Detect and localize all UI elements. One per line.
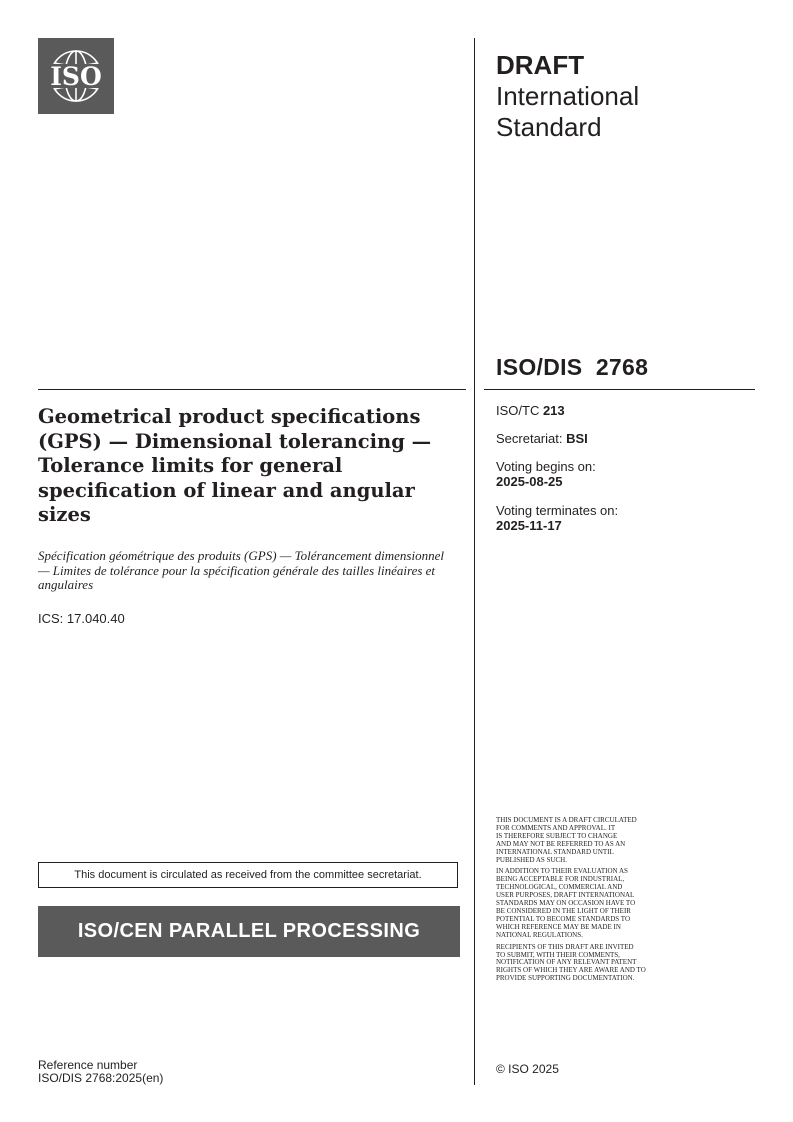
secretariat-value: BSI	[566, 431, 588, 446]
reference-number	[38, 1059, 163, 1085]
voting-begins-label: Voting begins on:	[496, 459, 596, 474]
voting-terminates-label: Voting terminates on:	[496, 503, 619, 518]
iso-logo	[38, 38, 114, 114]
tc-value: 213	[542, 403, 565, 418]
circulated-note: This document is circulated as received from the committee secretariat.	[38, 862, 458, 888]
disclaimer-paragraph: THIS DOCUMENT IS A DRAFT CIRCULATED FOR COMMENTS AND APPROVAL. IT IS THEREFORE SUBJECT TO CHANGE AND MAY NOT BE REFERRED TO AS AN INTERNATIONAL STANDARD UNTIL PUBLISHED AS SUCH.	[496, 816, 637, 864]
voting-begins-date: 2025-08-25	[496, 473, 563, 489]
doc-type-line: DRAFT	[496, 50, 585, 80]
secretariat	[496, 432, 588, 447]
french-title: Spécification géométrique des produits (GPS) — Tolérancement dimensionnel — Limites de tolérance pour la spécification générale des tailles linéaires et angulaires	[38, 548, 444, 592]
english-title: Geometrical product specifications (GPS) — Dimensional tolerancing — Tolerance limits for general specification of linear and angular sizes	[38, 405, 432, 526]
logo-text: ISO	[50, 62, 102, 91]
voting-terminates	[496, 504, 618, 533]
voting-terminates-date: 2025-11-17	[496, 517, 562, 533]
left-rule	[38, 389, 466, 390]
document-number: ISO/DIS 2768	[496, 354, 649, 380]
doc-type-line: Standard	[496, 112, 602, 142]
draft-disclaimer	[496, 817, 711, 987]
right-rule	[484, 389, 755, 390]
technical-committee	[496, 404, 565, 419]
doc-type-line: International	[496, 81, 640, 111]
copyright: © ISO 2025	[496, 1062, 559, 1076]
disclaimer-paragraph: RECIPIENTS OF THIS DRAFT ARE INVITED TO SUBMIT, WITH THEIR COMMENTS, NOTIFICATION OF ANY RELEVANT PATENT RIGHTS OF WHICH THEY ARE AWARE AND TO PROVIDE SUPPORTING DOCUMENTATION.	[496, 942, 646, 983]
voting-begins	[496, 460, 596, 489]
secretariat-label: Secretariat:	[496, 431, 567, 446]
tc-label: ISO/TC	[496, 403, 543, 418]
ics-code: ICS: 17.040.40	[38, 611, 125, 626]
iso-globe-icon	[38, 38, 114, 114]
document-type	[496, 50, 639, 143]
reference-label: Reference number	[38, 1058, 138, 1072]
reference-value: ISO/DIS 2768:2025(en)	[38, 1071, 164, 1085]
disclaimer-paragraph: IN ADDITION TO THEIR EVALUATION AS BEING ACCEPTABLE FOR INDUSTRIAL, TECHNOLOGICAL, COMMERCIAL AND USER PURPOSES, DRAFT INTERNATIONAL STANDARDS MAY ON OCCASION HAVE TO BE CONSIDERED IN THE LIGHT OF THEIR POTENTIAL TO BECOME STANDARDS TO WHICH REFERENCE MAY BE MADE IN NATIONAL REGULATIONS.	[496, 867, 636, 939]
parallel-processing-banner: ISO/CEN PARALLEL PROCESSING	[38, 906, 460, 957]
column-divider	[474, 38, 475, 1085]
